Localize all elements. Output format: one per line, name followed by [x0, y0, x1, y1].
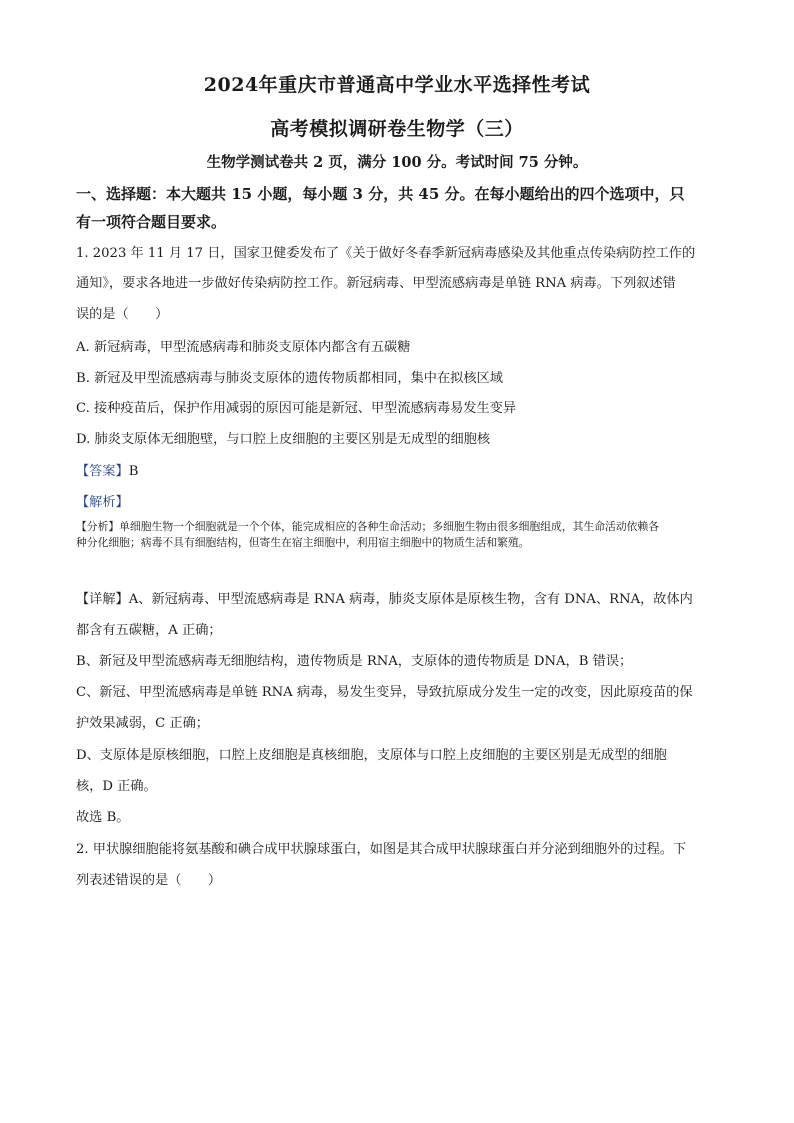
detail-line1 — [76, 590, 726, 610]
detail-line7: 核，D 正确。 — [76, 779, 157, 794]
detail-line4: C、新冠、甲型流感病毒是单链 RNA 病毒，易发生变异，导致抗原成分发生一定的改变，因此原疫苗的保 — [76, 685, 693, 700]
q1-option-d: D. 肺炎支原体无细胞壁，与口腔上皮细胞的主要区别是无成型的细胞核 — [76, 432, 491, 447]
detail-line5: 护效果减弱，C 正确； — [76, 716, 209, 731]
q1-option-c: C. 接种疫苗后，保护作用减弱的原因可能是新冠、甲型流感病毒易发生变异 — [76, 401, 517, 416]
q1-stem-line1: 1. 2023 年 11 月 17 日，国家卫健委发布了《关于做好冬春季新冠病毒感染及其他重点传染病防控工作的 — [76, 246, 696, 261]
exam-title-line1: 2024年重庆市普通高中学业水平选择性考试 — [203, 74, 591, 96]
detail-line6: D、支原体是原核细胞，口腔上皮细胞是真核细胞，支原体与口腔上皮细胞的主要区别是无成型的细胞 — [76, 748, 667, 763]
section-heading-line2: 有一项符合题目要求。 — [76, 213, 227, 231]
detail-tag: 【详解】 — [76, 592, 129, 607]
q1-conclusion: 故选 B。 — [76, 810, 130, 825]
q2-stem-line2: 列表述错误的是（ ） — [76, 873, 222, 888]
q1-answer — [76, 462, 726, 482]
q1-stem-line3: 误的是（ ） — [76, 307, 169, 322]
q1-option-b: B. 新冠及甲型流感病毒与肺炎支原体的遗传物质都相同，集中在拟核区域 — [76, 371, 503, 386]
answer-tag: 【答案】 — [76, 464, 129, 479]
analysis-tag: 【解析】 — [76, 495, 129, 510]
detail-line2: 都含有五碳糖，A 正确； — [76, 623, 222, 638]
detail-line3: B、新冠及甲型流感病毒无细胞结构，遗传物质是 RNA，支原体的遗传物质是 DNA，B 错误； — [76, 654, 633, 669]
q2-stem-line1: 2. 甲状腺细胞能将氨基酸和碘合成甲状腺球蛋白，如图是其合成甲状腺球蛋白并分泌到细胞外的过程。下 — [76, 842, 687, 857]
analysis-line2: 种分化细胞；病毒不具有细胞结构，但寄生在宿主细胞中，利用宿主细胞中的物质生活和繁殖。 — [76, 536, 530, 549]
detail-line1-text: A、新冠病毒、甲型流感病毒是 RNA 病毒，肺炎支原体是原核生物，含有 DNA、RNA，故体内 — [128, 592, 693, 607]
analysis-line1: 【分析】单细胞生物一个细胞就是一个个体，能完成相应的各种生命活动；多细胞生物由很多细胞组成，其生命活动依赖各 — [76, 520, 660, 533]
q1-stem-line2: 通知》，要求各地进一步做好传染病防控工作。新冠病毒、甲型流感病毒是单链 RNA 病毒。下列叙述错 — [76, 276, 676, 291]
exam-subtitle: 生物学测试卷共 2 页，满分 100 分。考试时间 75 分钟。 — [206, 154, 588, 171]
section-heading-line1: 一、选择题：本大题共 15 小题，每小题 3 分，共 45 分。在每小题给出的四个选项中，只 — [76, 185, 685, 203]
answer-value: B — [128, 464, 139, 479]
q1-option-a: A. 新冠病毒，甲型流感病毒和肺炎支原体内都含有五碳糖 — [76, 340, 411, 355]
exam-title-line2: 高考模拟调研卷生物学（三） — [270, 118, 524, 140]
